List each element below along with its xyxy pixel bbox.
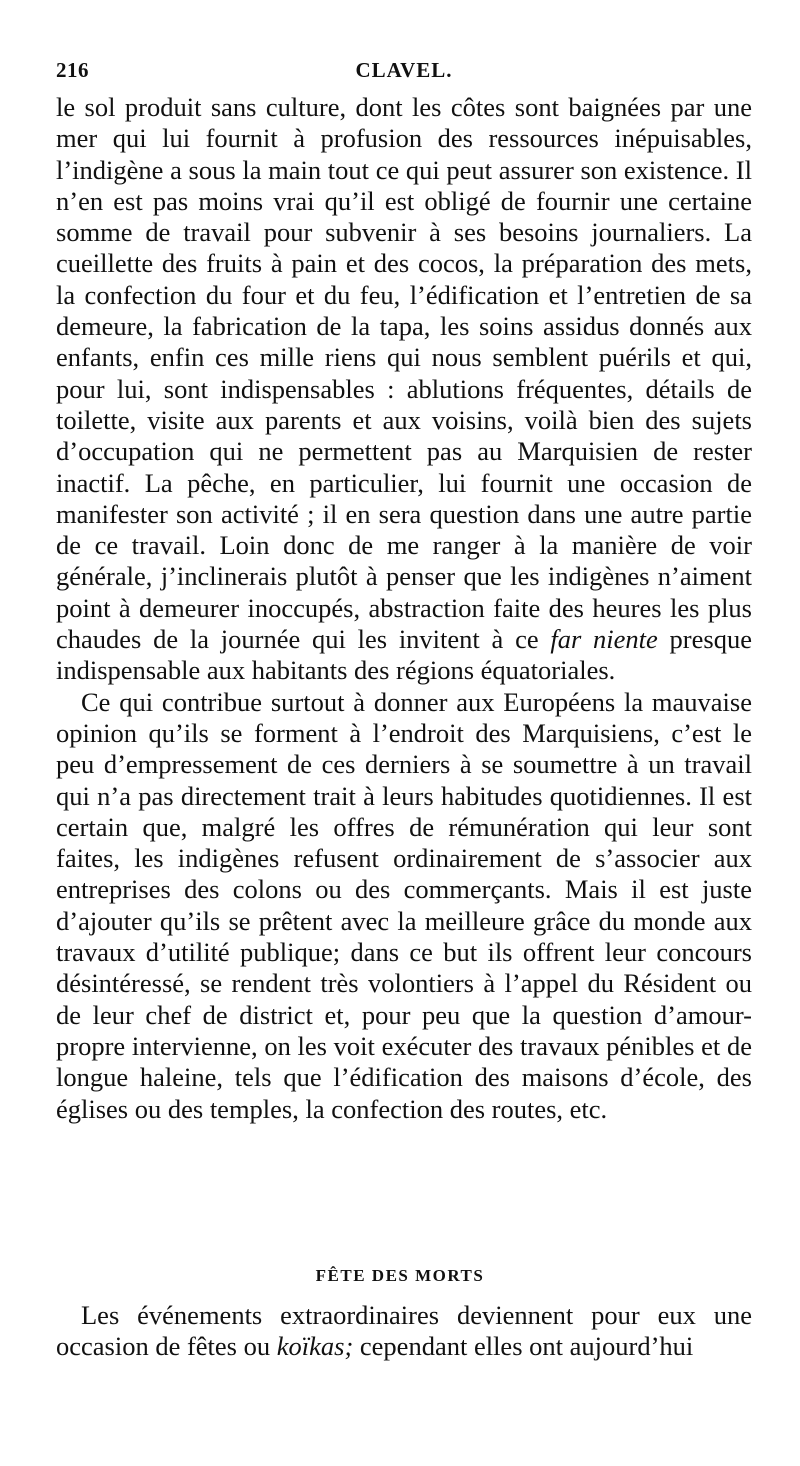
paragraph-1-text: le sol produit sans culture, dont les côtes sont baignées par une mer qui lui fournit à profusion des ressources inépuisables, l’indigène a sous la main tout ce qui peut assurer son existence. Il n’en est pas moins vrai qu’il est obligé de fournir une certaine somme de travail pour subvenir à ses besoins journaliers. La cueillette des fruits à pain et des cocos, la préparation des mets, la confection du four et du feu, l’édification et l’entretien de sa demeure, la fabrication de la tapa, les soins assidus donnés aux enfants, enfin ces mille riens qui nous semblent puérils et qui, pour lui, sont indispensables : ablutions fréquentes, détails de toilette, visite aux parents et aux voisins, voilà bien des sujets d’occupation qui ne permettent pas au Marquisien de rester inactif. La pêche, en particulier, lui fournit une occasion de manifester son activité ; il en sera question dans une autre partie de ce travail. Loin donc de me ranger à la manière de voir générale, j’inclinerais plutôt à penser que les indigènes n’aiment point à demeurer inoccupés, abstraction faite des heures les plus chaudes de la journée qui les invitent à ce xyxy=(56,92,752,655)
paragraph-1 xyxy=(56,92,752,687)
section-title: FÊTE DES MORTS xyxy=(315,1266,485,1285)
running-title: CLAVEL. xyxy=(355,58,453,82)
paragraph-3-italic: koïkas; xyxy=(276,1331,354,1362)
paragraph-3-text: Les événements extraordinaires deviennent pour eux une occasion de fêtes ou xyxy=(56,1300,752,1362)
paragraph-1-italic: far niente xyxy=(550,624,658,655)
paragraph-3 xyxy=(56,1300,752,1363)
page-number: 216 xyxy=(56,58,89,82)
paragraph-1-text-after: presque indispensable aux habitants des régions équatoriales. xyxy=(56,624,752,686)
main-text xyxy=(56,92,752,1125)
paragraph-3-text-after: cependant elles ont aujourd’hui xyxy=(353,1331,694,1362)
paragraph-2: Ce qui contribue surtout à donner aux Européens la mauvaise opinion qu’ils se forment à l’endroit des Marquisiens, c’est le peu d’empressement de ces derniers à se soumettre à un travail qui n’a pas directement trait à leurs habitudes quotidiennes. Il est certain que, malgré les offres de rémunération qui leur sont faites, les indigènes refusent ordinairement de s’associer aux entreprises des colons ou des commerçants. Mais il est juste d’ajouter qu’ils se prêtent avec la meilleure grâce du monde aux travaux d’utilité publique; dans ce but ils offrent leur concours désintéressé, se rendent très volontiers à l’appel du Résident ou de leur chef de district et, pour peu que la question d’amour-propre intervienne, on les voit exécuter des travaux pénibles et de longue haleine, tels que l’édification des maisons d’école, des églises ou des temples, la confection des routes, etc. xyxy=(56,686,752,1124)
section-text xyxy=(56,1300,752,1363)
